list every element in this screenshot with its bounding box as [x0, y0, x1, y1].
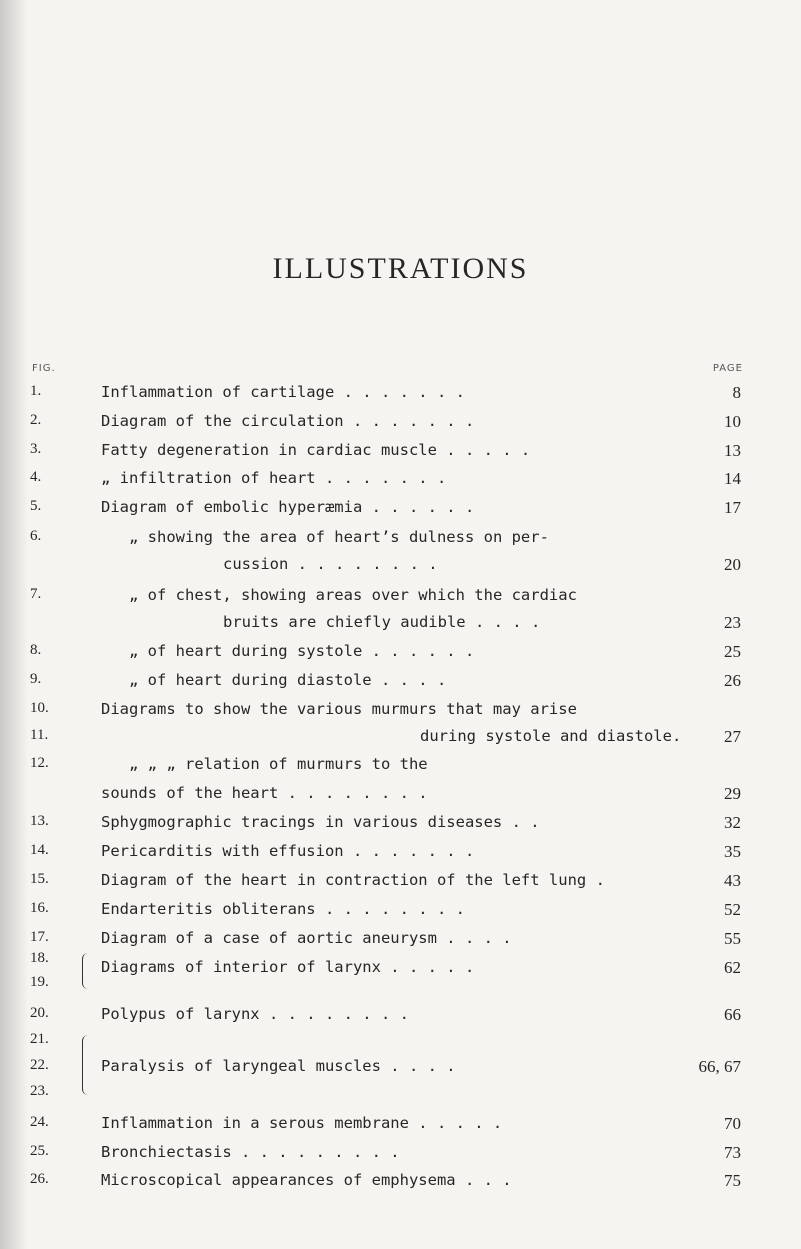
- list-item: [0, 613, 801, 639]
- list-item: [0, 784, 801, 810]
- figure-number: 16.: [30, 900, 49, 916]
- page-number: 17: [724, 498, 741, 517]
- figure-number: 17.: [30, 929, 49, 945]
- figure-number: 14.: [30, 842, 49, 858]
- grouping-brace: [82, 953, 93, 989]
- figure-caption: Microscopical appearances of emphysema . . .: [101, 1171, 512, 1189]
- page-number: 75: [724, 1171, 741, 1190]
- figure-caption: bruits are chiefly audible . . . .: [223, 613, 541, 631]
- figure-caption: Inflammation of cartilage . . . . . . .: [101, 383, 465, 401]
- figure-caption: Inflammation in a serous membrane . . . . .: [101, 1114, 503, 1132]
- list-item: [0, 1005, 801, 1031]
- figure-caption: Bronchiectasis . . . . . . . . .: [101, 1143, 400, 1161]
- figure-caption: „ of heart during systole . . . . . .: [129, 642, 475, 660]
- page-number: 13: [724, 441, 741, 460]
- page-number: 66: [724, 1005, 741, 1024]
- page-number: 32: [724, 813, 741, 832]
- figure-number: 7.: [30, 586, 42, 602]
- list-item: [0, 755, 801, 781]
- figure-number: 19.: [30, 974, 49, 990]
- page-number: 29: [724, 784, 741, 803]
- list-item: [0, 974, 801, 1000]
- page-number: 8: [732, 383, 741, 402]
- figure-caption: Diagram of the heart in contraction of the left lung .: [101, 871, 605, 889]
- page-number: 55: [724, 929, 741, 948]
- figure-caption: during systole and diastole.: [420, 727, 682, 745]
- figure-caption: Endarteritis obliterans . . . . . . . .: [101, 900, 465, 918]
- list-item: [0, 1057, 801, 1083]
- figure-number: 26.: [30, 1171, 49, 1187]
- list-item: [0, 700, 801, 726]
- list-item: [0, 412, 801, 438]
- figure-number: 25.: [30, 1143, 49, 1159]
- figure-number: 10.: [30, 700, 49, 716]
- page-number: 25: [724, 642, 741, 661]
- list-item: [0, 1031, 801, 1057]
- figure-number: 24.: [30, 1114, 49, 1130]
- figure-caption: cussion . . . . . . . .: [223, 555, 438, 573]
- figure-caption: Paralysis of laryngeal muscles . . . .: [101, 1057, 456, 1075]
- list-item: [0, 900, 801, 926]
- page-number: 66, 67: [698, 1057, 741, 1076]
- fig-column-header: FIG.: [32, 363, 56, 374]
- figure-number: 3.: [30, 441, 42, 457]
- list-item: [0, 469, 801, 495]
- figure-number: 1.: [30, 383, 42, 399]
- figure-caption: Polypus of larynx . . . . . . . .: [101, 1005, 409, 1023]
- figure-number: 5.: [30, 498, 42, 514]
- figure-number: 8.: [30, 642, 42, 658]
- figure-number: 12.: [30, 755, 49, 771]
- figure-caption: Diagrams of interior of larynx . . . . .: [101, 958, 475, 976]
- figure-number: 9.: [30, 671, 42, 687]
- page-number: 27: [724, 727, 741, 746]
- list-item: [0, 671, 801, 697]
- figure-number: 21.: [30, 1031, 49, 1047]
- figure-number: 23.: [30, 1083, 49, 1099]
- list-item: [0, 813, 801, 839]
- list-item: [0, 528, 801, 554]
- figure-number: 18.: [30, 950, 49, 966]
- page-number: 70: [724, 1114, 741, 1133]
- figure-caption: „ „ „ relation of murmurs to the: [129, 755, 428, 773]
- list-item: [0, 586, 801, 612]
- figure-number: 22.: [30, 1057, 49, 1073]
- figure-caption: „ infiltration of heart . . . . . . .: [101, 469, 447, 487]
- list-item: [0, 1114, 801, 1140]
- figure-number: 4.: [30, 469, 42, 485]
- list-item: [0, 842, 801, 868]
- page-number: 52: [724, 900, 741, 919]
- list-item: [0, 642, 801, 668]
- page-title: ILLUSTRATIONS: [272, 252, 529, 285]
- figure-caption: Diagram of a case of aortic aneurysm . . . .: [101, 929, 512, 947]
- figure-number: 2.: [30, 412, 42, 428]
- figure-number: 6.: [30, 528, 42, 544]
- figure-caption: sounds of the heart . . . . . . . .: [101, 784, 428, 802]
- list-item: [0, 498, 801, 524]
- list-item: [0, 555, 801, 581]
- page-number: 20: [724, 555, 741, 574]
- figure-caption: Sphygmographic tracings in various diseases . .: [101, 813, 540, 831]
- page-number: 62: [724, 958, 741, 977]
- figure-caption: Pericarditis with effusion . . . . . . .: [101, 842, 475, 860]
- list-item: [0, 727, 801, 753]
- figure-number: 11.: [30, 727, 49, 743]
- list-item: [0, 1083, 801, 1109]
- figure-number: 15.: [30, 871, 49, 887]
- figure-caption: Fatty degeneration in cardiac muscle . . . . .: [101, 441, 531, 459]
- grouping-brace: [82, 1035, 93, 1095]
- page-number: 10: [724, 412, 741, 431]
- figure-caption: Diagram of embolic hyperæmia . . . . . .: [101, 498, 475, 516]
- page-number: 35: [724, 842, 741, 861]
- page-number: 14: [724, 469, 741, 488]
- list-item: [0, 1143, 801, 1169]
- figure-caption: Diagram of the circulation . . . . . . .: [101, 412, 475, 430]
- list-item: [0, 383, 801, 409]
- list-item: [0, 441, 801, 467]
- figure-number: 20.: [30, 1005, 49, 1021]
- list-item: [0, 871, 801, 897]
- page-number: 26: [724, 671, 741, 690]
- figure-caption: „ of heart during diastole . . . .: [129, 671, 447, 689]
- page-number: 23: [724, 613, 741, 632]
- page-column-header: PAGE: [712, 363, 743, 374]
- list-item: [0, 1171, 801, 1197]
- figure-caption: „ showing the area of heart’s dulness on per-: [129, 528, 549, 546]
- figure-caption: „ of chest, showing areas over which the cardiac: [129, 586, 577, 604]
- figure-caption: Diagrams to show the various murmurs that may arise: [101, 700, 577, 718]
- page-number: 73: [724, 1143, 741, 1162]
- figure-number: 13.: [30, 813, 49, 829]
- page-number: 43: [724, 871, 741, 890]
